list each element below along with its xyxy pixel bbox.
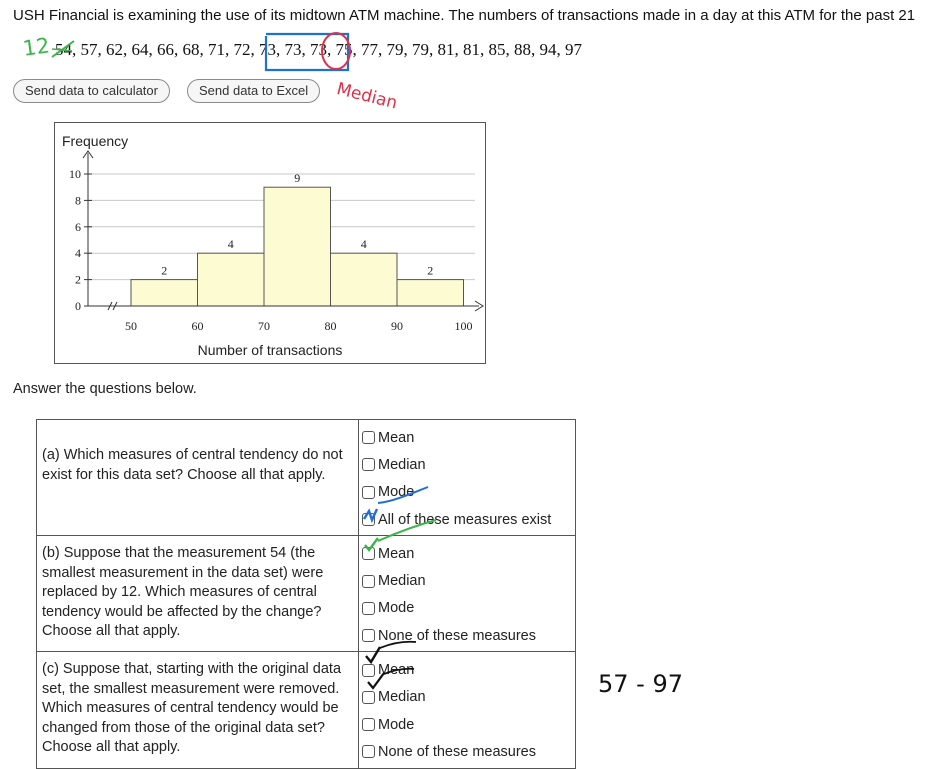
checkbox[interactable]	[362, 486, 375, 499]
checkbox[interactable]	[362, 664, 375, 677]
checkbox[interactable]	[362, 718, 375, 731]
checkbox[interactable]	[362, 431, 375, 444]
question-b-text: (b) Suppose that the measurement 54 (the smallest measurement in the data set) were replaced by 12. Which measures of central tendency would be affected by the change? Choose all that apply.	[37, 536, 359, 652]
send-to-calculator-button[interactable]: Send data to calculator	[13, 79, 170, 103]
x-tick-label: 90	[391, 319, 403, 333]
answer-prompt: Answer the questions below.	[13, 381, 197, 397]
questions-table	[36, 419, 576, 769]
y-tick-label: 4	[75, 246, 81, 261]
question-a-text: (a) Which measures of central tendency do not exist for this data set? Choose all that apply.	[37, 420, 359, 536]
bar-value-label: 2	[161, 263, 168, 278]
checkbox[interactable]	[362, 745, 375, 758]
bar-value-label: 4	[360, 237, 367, 252]
checkbox[interactable]	[362, 629, 375, 642]
y-tick-label: 10	[69, 167, 81, 181]
question-c-text: (c) Suppose that, starting with the original data set, the smallest measurement were removed. Which measures of central tendency would be changed from those of the original data set? Choose all that apply.	[37, 652, 359, 768]
q-a-option-mean[interactable]: Mean	[362, 424, 571, 451]
y-axis-label: Frequency	[62, 133, 129, 149]
question-row-b	[37, 536, 576, 652]
y-tick-label: 8	[75, 193, 81, 208]
histogram-bar	[198, 253, 265, 306]
y-tick-label: 0	[75, 299, 81, 313]
median-note: Median	[334, 79, 400, 114]
x-tick-label: 60	[191, 319, 204, 333]
bar-value-label: 2	[427, 263, 434, 278]
q-a-option-all-exist[interactable]: All of these measures exist	[362, 506, 571, 533]
checkbox[interactable]	[362, 458, 375, 471]
range-note: 57 - 97	[598, 670, 683, 698]
q-b-option-mean[interactable]: Mean	[362, 540, 571, 567]
histogram-bar	[131, 280, 198, 306]
q-b-option-mode[interactable]: Mode	[362, 595, 571, 622]
replacement-note: 12	[21, 33, 52, 61]
histogram-bar	[264, 187, 331, 306]
q-c-option-median[interactable]: Median	[362, 684, 571, 711]
q-c-option-mean[interactable]: Mean	[362, 656, 571, 683]
data-values: 54, 57, 62, 64, 66, 68, 71, 72, 73, 73, 73, 75, 77, 79, 79, 81, 81, 85, 88, 94, 97	[55, 40, 582, 59]
q-a-option-median[interactable]: Median	[362, 451, 571, 478]
x-tick-label: 70	[258, 319, 270, 333]
bar-value-label: 9	[294, 171, 301, 186]
histogram-frame	[54, 122, 486, 364]
send-to-excel-button[interactable]: Send data to Excel	[187, 79, 320, 103]
histogram-bar	[397, 280, 464, 306]
x-tick-label: 50	[125, 319, 137, 333]
y-tick-label: 6	[75, 219, 81, 234]
checkbox[interactable]	[362, 602, 375, 615]
checkbox[interactable]	[362, 513, 375, 526]
x-axis-label: Number of transactions	[197, 342, 343, 358]
question-row-a	[37, 420, 576, 536]
x-tick-label: 100	[454, 319, 473, 333]
bar-value-label: 4	[227, 237, 234, 252]
question-row-c	[37, 652, 576, 768]
y-tick-label: 2	[75, 272, 81, 287]
histogram-chart	[55, 123, 485, 363]
problem-intro: USH Financial is examining the use of its midtown ATM machine. The numbers of transactions made in a day at this ATM for the past 21	[13, 7, 916, 24]
q-a-option-mode[interactable]: Mode	[362, 479, 571, 506]
x-tick-label: 80	[324, 319, 337, 333]
q-c-option-none[interactable]: None of these measures	[362, 738, 571, 765]
q-b-option-none[interactable]: None of these measures	[362, 622, 571, 649]
checkbox[interactable]	[362, 547, 375, 560]
q-c-option-mode[interactable]: Mode	[362, 711, 571, 738]
histogram-bar	[331, 253, 398, 306]
checkbox[interactable]	[362, 575, 375, 588]
checkbox[interactable]	[362, 691, 375, 704]
q-b-option-median[interactable]: Median	[362, 567, 571, 594]
